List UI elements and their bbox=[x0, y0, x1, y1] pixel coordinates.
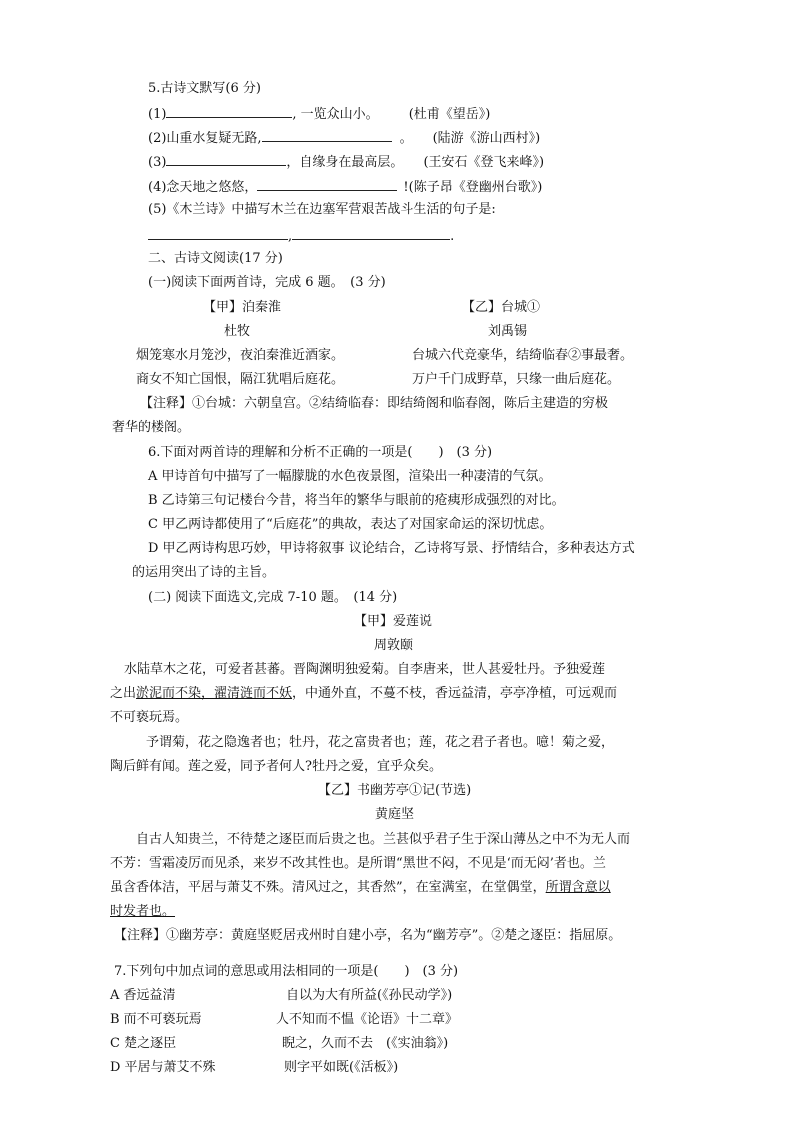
text-b-title: 【乙】书幽芳亭①记(节选) bbox=[318, 783, 472, 798]
text-a-line-3: 不可亵玩焉。 bbox=[110, 710, 189, 725]
answer-blank[interactable] bbox=[257, 177, 397, 191]
question-6-option-d-line-2: 的运用突出了诗的主旨。 bbox=[132, 565, 276, 580]
poem-a-author: 杜牧 bbox=[224, 324, 251, 339]
poem-b-title: 【乙】台城① bbox=[462, 300, 541, 315]
text-a-line-5: 陶后鲜有闻。莲之爱，同予者何人?牡丹之爱，宜乎众矣。 bbox=[110, 759, 442, 774]
text-b-author: 黄庭坚 bbox=[375, 807, 415, 822]
text-b-line-3: 虽含香体洁，平居与萧艾不殊。清风过之，其香然”，在室满室，在堂偶堂，所谓含意以 bbox=[110, 880, 611, 895]
part-2-instruction: (二) 阅读下面选文,完成 7-10 题。 (14 分) bbox=[148, 590, 398, 605]
text-a-line-1: 水陆草木之花，可爱者甚蕃。晋陶渊明独爱菊。自李唐来，世人甚爱牡丹。予独爱莲 bbox=[124, 662, 606, 677]
answer-blank[interactable] bbox=[262, 128, 392, 142]
answer-blank[interactable] bbox=[148, 226, 288, 240]
question-7-option-d: D 平居与萧艾不殊 bbox=[110, 1060, 216, 1075]
question-6: 6.下面对两首诗的理解和分析不正确的一项是( ) (3 分) bbox=[148, 445, 493, 460]
question-7-option-c: C 楚之逐臣 bbox=[110, 1036, 177, 1051]
part-1-instruction: (一)阅读下面两首诗，完成 6 题。 (3 分) bbox=[148, 275, 386, 290]
text-a-line-4: 予谓菊，花之隐逸者也；牡丹，花之富贵者也；莲，花之君子者也。噫！菊之爱， bbox=[146, 735, 615, 750]
question-7-option-a-compare: 自以为大有所益(《孙民动学》) bbox=[286, 988, 453, 1003]
question-6-option-c: C 甲乙两诗都使用了“后庭花”的典故，表达了对国家命运的深切忧虑。 bbox=[148, 517, 553, 532]
text-a-author: 周敦颐 bbox=[374, 638, 414, 653]
question-7-option-a: A 香远益清 bbox=[110, 988, 176, 1003]
question-7-option-b: B 而不可亵玩焉 bbox=[110, 1012, 202, 1027]
question-5-5: (5)《木兰诗》中描写木兰在边塞军营艰苦战斗生活的句子是: bbox=[148, 202, 496, 217]
answer-blank[interactable] bbox=[166, 152, 286, 166]
poem-b-line-2: 万户千门成野草，只缘一曲后庭花。 bbox=[412, 372, 621, 387]
question-7: 7.下列句中加点词的意思或用法相同的一项是( ) (3 分) bbox=[114, 964, 459, 979]
poem-a-title: 【甲】泊秦淮 bbox=[203, 300, 282, 315]
question-5-title: 5.古诗文默写(6 分) bbox=[148, 81, 261, 96]
answer-blank[interactable] bbox=[292, 226, 450, 240]
question-6-option-d-line-1: D 甲乙两诗构思巧妙，甲诗将叙事 议论结合，乙诗将写景、抒情结合，多种表达方式 bbox=[148, 541, 635, 556]
question-5-4: (4)念天地之悠悠， !(陈子昂《登幽州台歌》) bbox=[148, 177, 542, 197]
poem-a-line-2: 商女不知亡国恨，隔江犹唱后庭花。 bbox=[136, 372, 345, 387]
text-a-line-2: 之出淤泥而不染，濯清涟而不妖，中通外直，不蔓不枝，香远益清，亭亭净植，可远观而 bbox=[110, 686, 618, 701]
poem-a-line-1: 烟笼寒水月笼沙，夜泊秦淮近酒家。 bbox=[136, 348, 345, 363]
question-7-option-b-compare: 人不知而不愠《论语》十二章》 bbox=[276, 1012, 459, 1027]
question-5-2: (2)山重水复疑无路, 。 (陆游《游山西村》) bbox=[148, 128, 540, 148]
question-7-option-c-compare: 睨之，久而不去 (《实油翁》) bbox=[282, 1036, 449, 1051]
text-a-title: 【甲】爱莲说 bbox=[354, 614, 433, 629]
text-b-note: 【注释】①幽芳亭：黄庭坚贬居戎州时自建小亭，名为“幽芳亭”。②楚之逐臣：指屈原。 bbox=[114, 928, 622, 943]
text-b-line-4: 时发者也。 bbox=[110, 904, 176, 919]
question-5-5-blanks: , . bbox=[148, 226, 454, 246]
question-6-option-b: B 乙诗第三句记楼台今昔，将当年的繁华与眼前的疮痍形成强烈的对比。 bbox=[148, 493, 565, 508]
answer-blank[interactable] bbox=[166, 104, 292, 118]
text-b-line-1: 自古人知贵兰，不待楚之逐臣而后贵之也。兰甚似乎君子生于深山薄丛之中不为无人而 bbox=[136, 832, 631, 847]
question-5-1: (1) , 一览众山小。 (杜甫《望岳》) bbox=[148, 104, 490, 124]
section-2-title: 二、古诗文阅读(17 分) bbox=[148, 251, 283, 266]
question-5-3: (3) ，自缘身在最高层。 (王安石《登飞来峰》) bbox=[148, 152, 544, 172]
question-7-option-d-compare: 则字平如既(《活板》) bbox=[284, 1060, 399, 1075]
poem-b-line-1: 台城六代竞豪华，结绮临春②事最奢。 bbox=[412, 348, 634, 363]
poem-b-author: 刘禹锡 bbox=[488, 324, 528, 339]
question-6-option-a: A 甲诗首句中描写了一幅朦胧的水色夜景图，渲染出一种凄清的气氛。 bbox=[148, 469, 552, 484]
poem-note-line-2: 奢华的楼阁。 bbox=[112, 420, 191, 435]
poem-note-line-1: 【注释】①台城：六朝皇宫。②结绮临春：即结绮阁和临春阁，陈后主建造的穷极 bbox=[140, 396, 609, 411]
text-b-line-2: 不芳：雪霜凌厉而见杀，来岁不改其性也。是所谓“黑世不闷，不见是‘而无闷’者也。兰 bbox=[110, 856, 606, 871]
